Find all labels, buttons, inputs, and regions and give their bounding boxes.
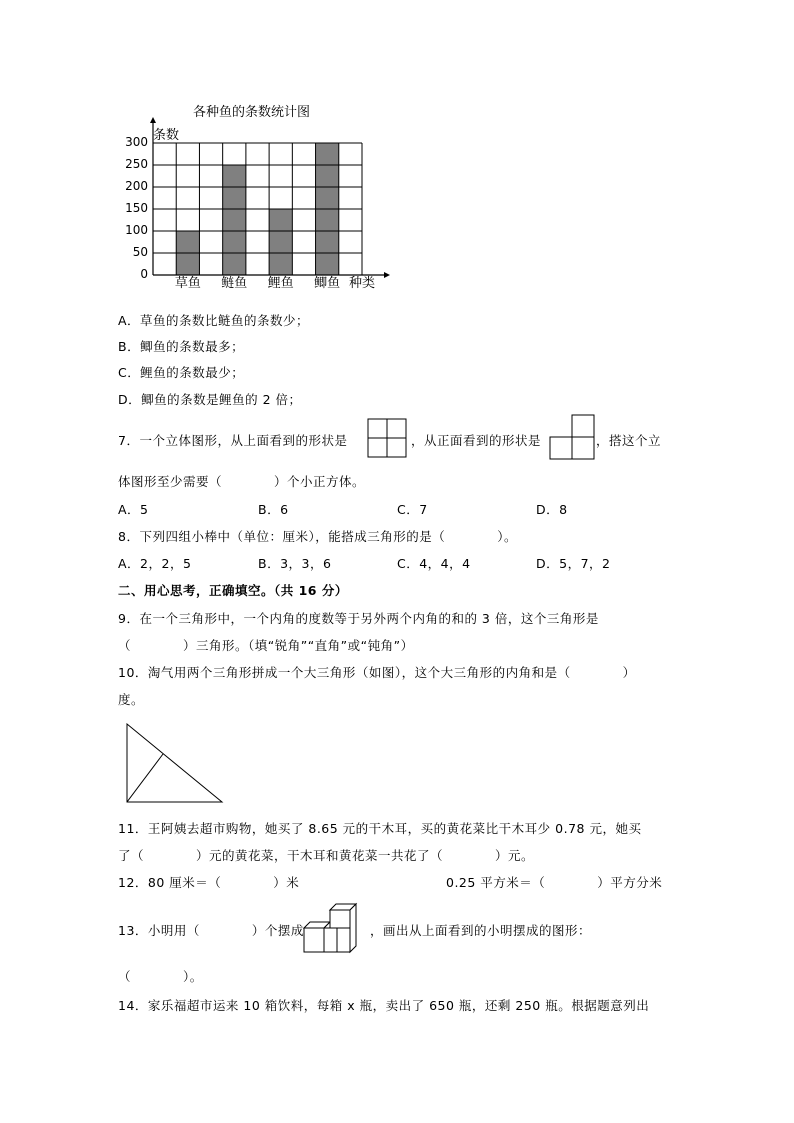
q7-front-view-figure	[549, 414, 595, 460]
q6-option-a: A．草鱼的条数比鲢鱼的条数少；	[118, 313, 310, 328]
x-tick-label: 鲫鱼	[314, 276, 341, 291]
q8-option-c: C．4，4，4	[397, 556, 471, 571]
q8-option-a: A．2，2，5	[118, 556, 192, 571]
y-tick-label: 250	[125, 157, 148, 171]
section-2-heading: 二、用心思考，正确填空。（共 16 分）	[118, 583, 348, 598]
q8-option-d: D．5，7，2	[536, 556, 611, 571]
q7-option-d: D．8	[536, 502, 568, 517]
q10-triangle-figure	[125, 722, 225, 804]
q7-text-2: ，从正面看到的形状是	[411, 433, 542, 448]
q7-option-b: B．6	[258, 502, 289, 517]
y-tick-label: 100	[125, 223, 148, 237]
q9-line-2: （ ）三角形。（填“锐角”“直角”或“钝角”）	[118, 638, 414, 653]
q10-line-2: 度。	[118, 692, 145, 707]
bar-3	[269, 209, 292, 275]
y-axis-arrow	[150, 117, 156, 123]
x-axis-arrow	[384, 272, 390, 278]
q12-left: 12．80 厘米＝（ ）米	[118, 875, 300, 890]
bar-chart	[140, 115, 400, 285]
y-axis-label: 条数	[153, 128, 180, 143]
q13-text-1: 13．小明用（ ）个摆成	[118, 923, 304, 938]
y-tick-label: 50	[132, 245, 148, 259]
q13-text-2: ，画出从上面看到的小明摆成的图形：	[370, 923, 592, 938]
x-tick-label: 鲢鱼	[221, 276, 248, 291]
q7-top-view-figure	[367, 418, 409, 460]
q11-line-2: 了（ ）元的黄花菜，干木耳和黄花菜一共花了（ ）元。	[118, 848, 535, 863]
q6-option-c: C．鲤鱼的条数最少；	[118, 365, 245, 380]
q10-line-1: 10．淘气用两个三角形拼成一个大三角形（如图），这个大三角形的内角和是（ ）	[118, 665, 636, 680]
x-tick-label: 鲤鱼	[267, 276, 294, 291]
q7-text-1: 7．一个立体图形，从上面看到的形状是	[118, 433, 348, 448]
q7-line-2: 体图形至少需要（ ）个小正方体。	[118, 474, 366, 489]
x-axis-label: 种类	[349, 276, 376, 291]
q9-line-1: 9．在一个三角形中，一个内角的度数等于另外两个内角的和的 3 倍，这个三角形是	[118, 611, 599, 626]
q6-option-d: D．鲫鱼的条数是鲤鱼的 2 倍；	[118, 392, 302, 407]
q12-right: 0.25 平方米＝（ ）平方分米	[446, 875, 663, 890]
q8-option-b: B．3，3，6	[258, 556, 332, 571]
q13-cube-stack-figure	[300, 896, 370, 958]
q8-text: 8．下列四组小棒中（单位：厘米），能搭成三角形的是（ ）。	[118, 529, 517, 544]
q14-line-1: 14．家乐福超市运来 10 箱饮料，每箱 x 瓶，卖出了 650 瓶，还剩 250 瓶。根据题意列出	[118, 998, 650, 1013]
y-tick-label: 200	[125, 179, 148, 193]
q7-option-c: C．7	[397, 502, 428, 517]
y-tick-label: 0	[140, 267, 148, 281]
y-tick-label: 150	[125, 201, 148, 215]
bar-2	[223, 165, 246, 275]
q6-option-b: B．鲫鱼的条数最多；	[118, 339, 245, 354]
x-tick-label: 草鱼	[174, 276, 201, 291]
chart-title: 各种鱼的条数统计图	[193, 105, 311, 120]
q13-line-2: （ ）。	[118, 969, 203, 984]
y-tick-label: 300	[125, 135, 148, 149]
q11-line-1: 11．王阿姨去超市购物，她买了 8.65 元的干木耳，买的黄花菜比干木耳少 0.78 元，她买	[118, 821, 642, 836]
q7-option-a: A．5	[118, 502, 149, 517]
q7-text-3: ，搭这个立	[596, 433, 662, 448]
